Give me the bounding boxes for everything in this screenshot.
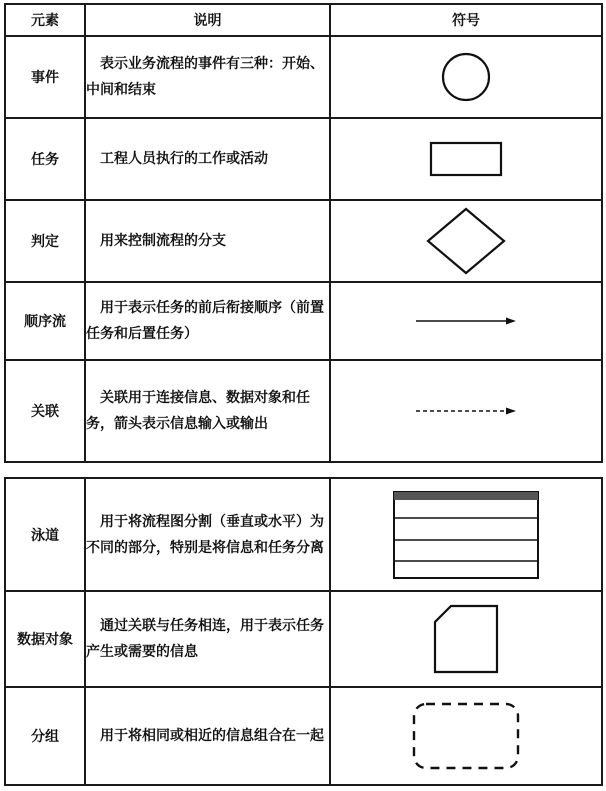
symbol-cell xyxy=(330,687,602,785)
table-row xyxy=(5,282,602,360)
element-name: 分组 xyxy=(5,687,85,785)
header-description: 说明 xyxy=(85,4,330,36)
element-name: 顺序流 xyxy=(5,282,85,360)
rectangle-icon xyxy=(428,139,504,179)
element-name: 泳道 xyxy=(5,478,85,591)
table-row xyxy=(5,687,602,785)
dashed-rounded-rect-icon xyxy=(410,700,522,772)
table-row xyxy=(5,200,602,282)
symbol-cell xyxy=(330,118,602,200)
table-row xyxy=(5,118,602,200)
symbol-cell xyxy=(330,591,602,687)
bpmn-elements-table-2 xyxy=(4,477,603,786)
header-symbol: 符号 xyxy=(330,4,602,36)
element-description: 用于将相同或相近的信息组合在一起 xyxy=(85,687,330,785)
swimlane-icon xyxy=(391,489,541,581)
symbol-cell xyxy=(330,282,602,360)
element-description: 关联用于连接信息、数据对象和任务，箭头表示信息输入或输出 xyxy=(85,360,330,462)
element-description: 用来控制流程的分支 xyxy=(85,200,330,282)
symbol-cell xyxy=(330,36,602,118)
element-description: 用于表示任务的前后衔接顺序（前置任务和后置任务） xyxy=(85,282,330,360)
table-row xyxy=(5,478,602,591)
bpmn-elements-table-1 xyxy=(4,3,603,463)
circle-icon xyxy=(436,49,496,105)
element-description: 表示业务流程的事件有三种：开始、中间和结束 xyxy=(85,36,330,118)
solid-arrow-icon xyxy=(414,315,518,327)
symbol-cell xyxy=(330,478,602,591)
table-row xyxy=(5,591,602,687)
table-header-row xyxy=(5,4,602,36)
element-description: 用于将流程图分割（垂直或水平）为不同的部分，特别是将信息和任务分离 xyxy=(85,478,330,591)
header-element: 元素 xyxy=(5,4,85,36)
element-description: 工程人员执行的工作或活动 xyxy=(85,118,330,200)
diamond-icon xyxy=(424,206,508,276)
symbol-cell xyxy=(330,200,602,282)
table-row xyxy=(5,360,602,462)
element-name: 任务 xyxy=(5,118,85,200)
table-row xyxy=(5,36,602,118)
dashed-arrow-icon xyxy=(414,405,518,417)
data-object-icon xyxy=(431,603,501,675)
element-name: 判定 xyxy=(5,200,85,282)
element-description: 通过关联与任务相连，用于表示任务产生或需要的信息 xyxy=(85,591,330,687)
element-name: 数据对象 xyxy=(5,591,85,687)
element-name: 关联 xyxy=(5,360,85,462)
element-name: 事件 xyxy=(5,36,85,118)
symbol-cell xyxy=(330,360,602,462)
